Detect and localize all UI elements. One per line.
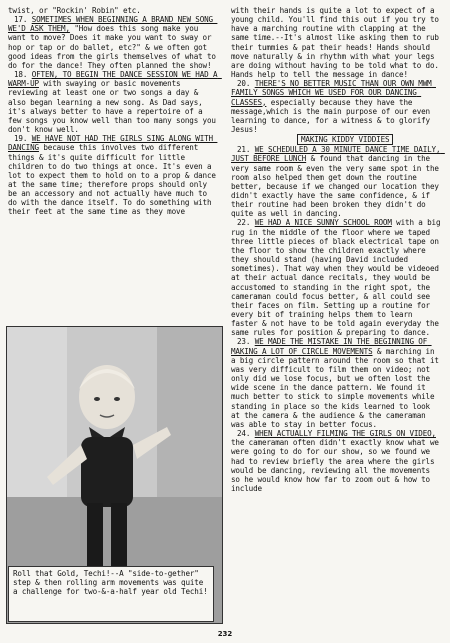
section-heading-row: [231, 134, 443, 145]
right-column: [231, 6, 443, 493]
paragraph-number: 17.: [14, 15, 32, 25]
paragraph-body: the cameraman often didn't exactly know what we were going to do for our show, so we found we had to review briefly the area where the girls would be dancing, reviewing all the movements so he would know how far to zoom out & how to include: [231, 429, 444, 493]
paragraph-body: because this involves two different things & it's quite difficult for little children to do two things at once. It's even a lot to expect them to hold on to a prop & dance at the same time; therefore props should only be an accessory and not actually have much to do with the dance itself. To do something with their feet at the same time as they move: [8, 143, 221, 217]
paragraph-number: 21.: [237, 145, 255, 155]
paragraph-body: & found that dancing in the very same room & even the very same spot in the room also helped them get down the routine better, because if we changed our location they didn't exactly have the same confidence, & if their routine had been broken they didn't do quite as well in dancing.: [231, 154, 444, 219]
numbered-paragraph: [8, 15, 220, 70]
page-number: 232: [217, 630, 233, 638]
paragraph-lead-underlined: WE HAD A NICE SUNNY SCHOOL ROOM: [254, 218, 392, 228]
numbered-paragraph: [231, 79, 443, 134]
paragraph-number: 24.: [237, 429, 255, 439]
paragraph: twist, or "Rockin' Robin" etc.: [8, 6, 141, 15]
paragraph-body: especially because they have the message,which is the main purpose of our even learning to dance, for a witness & to glorify Jesus!: [231, 97, 435, 135]
paragraph-lead-underlined: WHEN ACTUALLY FILMING THE GIRLS ON VIDEO,: [254, 429, 436, 439]
left-column: [8, 6, 220, 217]
paragraph-lead-underlined: OFTEN, TO BEGIN THE DANCE SESSION WE HAD A WARM-UP: [8, 70, 222, 89]
numbered-paragraph: [8, 134, 220, 216]
paragraph-number: 19.: [14, 134, 32, 144]
paragraph-lead-underlined: WE MADE THE MISTAKE IN THE BEGINNING OF MAKING A LOT OF CIRCLE MOVEMENTS: [231, 337, 432, 356]
paragraph-body: with swaying or basic movements reviewing at least one or two songs a day & also began learning a new song. As Dad says, it's always better to have a repertoire of a few songs you know well than too many songs you don't know well.: [8, 79, 221, 135]
section-heading: MAKING KIDDY VIDDIES: [297, 134, 393, 145]
paragraph-body: with a big rug in the middle of the floor where we taped three little pieces of black electrical tape on the floor to show the children exactly where they should stand (having David included sometimes). That way when they would be videoed at their actual dance recitals, they would be accustomed to standing in the right spot, the cameraman could focus better, & all could see their faces on film. Setting up a routine for every bit of training helps them to learn faster & not have to be told again everyday the same rules for position & preparing to dance.: [231, 218, 445, 338]
paragraph-body: & marching in a big circle pattern around the room so that it was very difficult to film them on video; not only did we lose focus, but we often lost the wide scene in the dance pattern. We found it much better to stick to simple movements while standing in place so the kids learned to look at the camera & the audience & the cameraman was able to stay in better focus.: [231, 346, 444, 429]
paragraph-lead-underlined: WE SCHEDULED A 30 MINUTE DANCE TIME DAILY, JUST BEFORE LUNCH: [231, 145, 445, 164]
paragraph-lead-underlined: SOMETIMES WHEN BEGINNING A BRAND NEW SONG WE'D ASK THEM,: [8, 15, 218, 34]
numbered-paragraph: [231, 429, 443, 493]
paragraph: with their hands is quite a lot to expect of a young child. You'll find this out if you try to have a marching routine with clapping at the same time.--It's almost like asking them to rub their tummies & pat their heads! Hands should move naturally & in rhythm with what your legs are doing without having to be told what to do. Hands help to tell the message in dance!: [231, 6, 444, 80]
paragraph-number: 20.: [237, 79, 255, 89]
paragraph-number: 22.: [237, 218, 255, 228]
numbered-paragraph: [8, 70, 220, 134]
numbered-paragraph: [231, 218, 443, 337]
numbered-paragraph: [231, 145, 443, 218]
paragraph-number: 18.: [14, 70, 32, 80]
paragraph-lead-underlined: WE HAVE NOT HAD THE GIRLS SING ALONG WITH DANCING: [8, 134, 218, 153]
paragraph-number: 23.: [237, 337, 255, 347]
paragraph-body: "How does this song make you want to move? Does it make you want to sway or hop or tap or do ballet, etc?" & we often got good ideas from the girls themselves of what to do for the dance! They often planned the show!: [8, 24, 221, 70]
numbered-paragraph: [231, 337, 443, 429]
photo-caption: Roll that Gold, Techi!--A "side-to-gether" step & then rolling arm movements was quite a challenge for two-&-a-half year old Techi!: [8, 566, 214, 622]
paragraph-lead-underlined: THERE'S NO BETTER MUSIC THAN OUR OWN MWM FAMILY SONGS WHICH WE USED FOR OUR DANCING CLASSES,: [231, 79, 436, 107]
